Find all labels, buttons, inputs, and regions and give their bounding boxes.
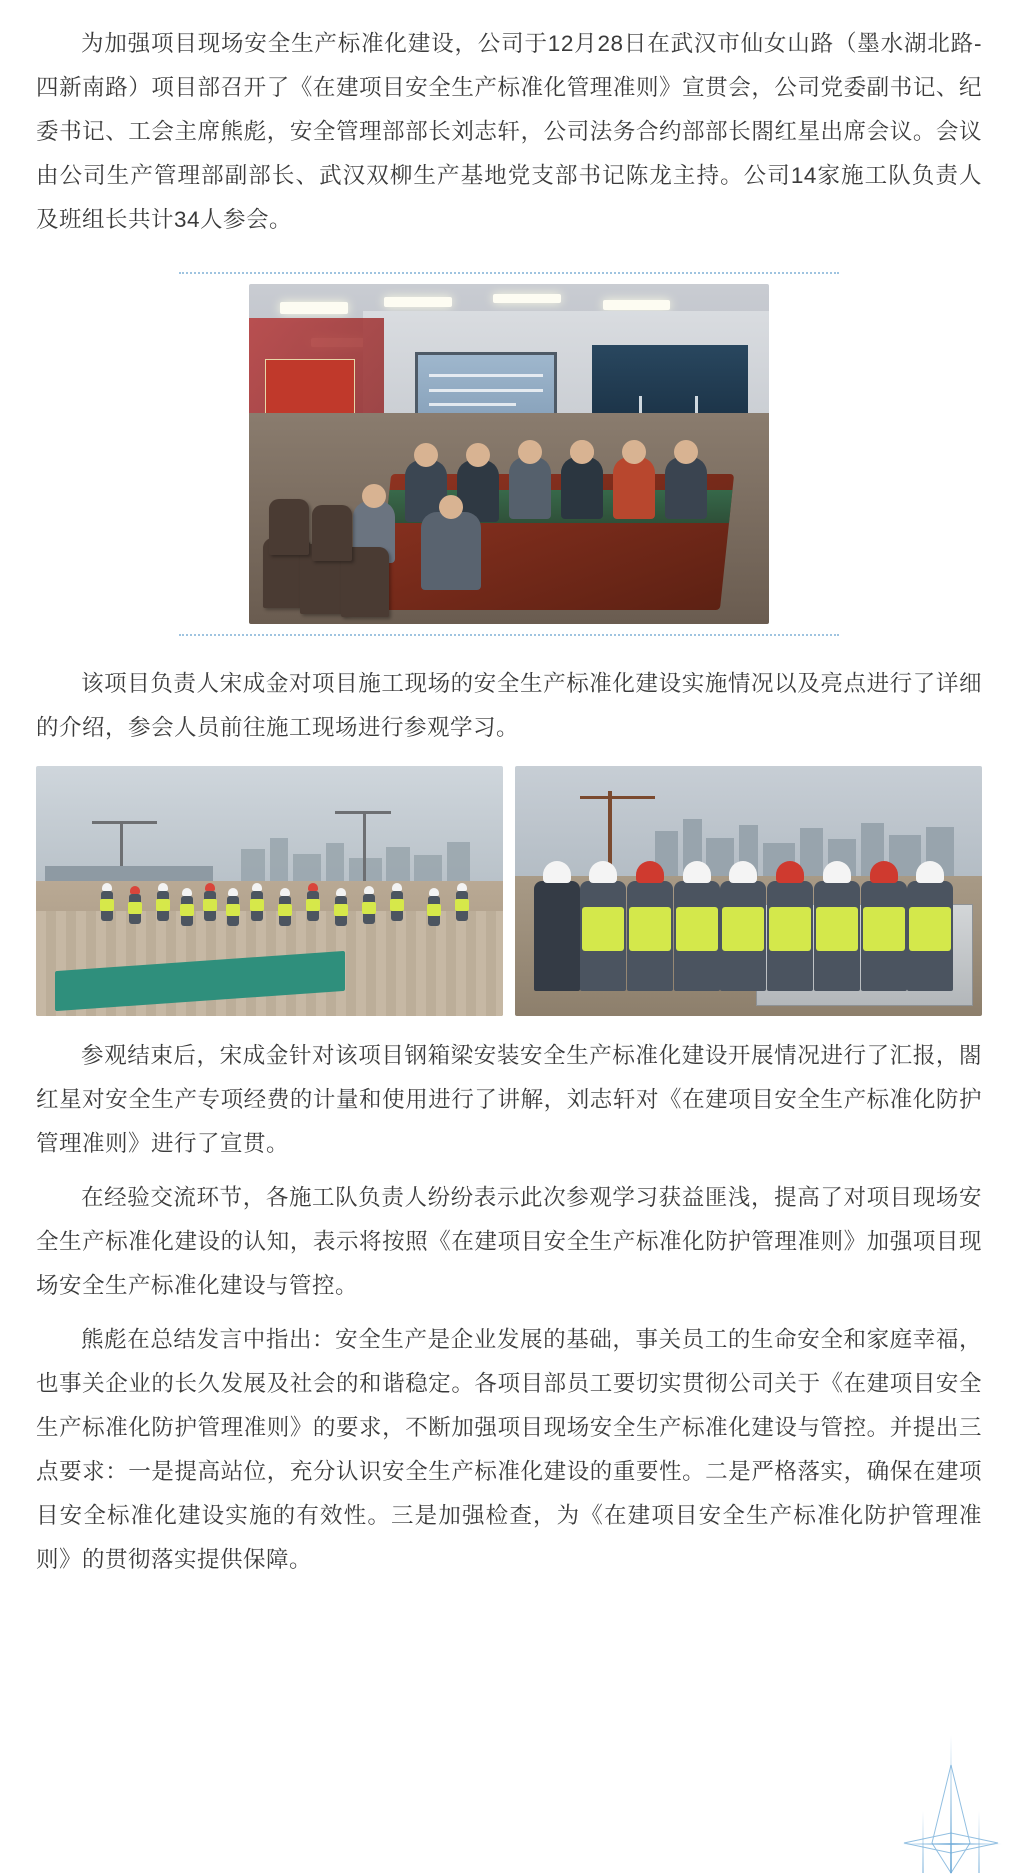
site-photo-right	[515, 766, 982, 1016]
attendee	[665, 457, 707, 519]
attendee	[561, 457, 603, 519]
meeting-scene	[249, 284, 769, 624]
paragraph-block-2	[36, 662, 982, 750]
site-photo-left	[36, 766, 503, 1016]
article-paragraph: 在经验交流环节，各施工队负责人纷纷表示此次参观学习获益匪浅，提高了对项目现场安全生产标准化建设的认知，表示将按照《在建项目安全生产标准化防护管理准则》加强项目现场安全生产标准化建设与管控。	[36, 1185, 982, 1298]
article-paragraph: 熊彪在总结发言中指出：安全生产是企业发展的基础，事关员工的生命安全和家庭幸福，也事关企业的长久发展及社会的和谐稳定。各项目部员工要切实贯彻公司关于《在建项目安全生产标准化防护管理准则》的要求，不断加强项目现场安全生产标准化建设与管控。并提出三点要求：一是提高站位，充分认识安全生产标准化建设的重要性。二是严格落实，确保在建项目安全标准化建设实施的有效性。三是加强检查，为《在建项目安全生产标准化防护管理准则》的贯彻落实提供保障。	[36, 1327, 982, 1572]
featured-image-wrap	[36, 268, 982, 640]
meeting-photo	[249, 284, 769, 624]
paragraph-block-1	[36, 22, 982, 242]
paragraph-block-3	[36, 1034, 982, 1166]
article-paragraph: 参观结束后，宋成金针对该项目钢箱梁安装安全生产标准化建设开展情况进行了汇报，閤红星对安全生产专项经费的计量和使用进行了讲解，刘志轩对《在建项目安全生产标准化防护管理准则》进行了宣贯。	[36, 1043, 982, 1156]
paragraph-block-4	[36, 1176, 982, 1308]
attendee	[421, 512, 481, 590]
sparkle-icon	[892, 1725, 1012, 1875]
construction-site-scene	[36, 766, 503, 1016]
article-paragraph: 该项目负责人宋成金对项目施工现场的安全生产标准化建设实施情况以及亮点进行了详细的介绍，参会人员前往施工现场进行参观学习。	[36, 671, 982, 740]
attendee	[613, 457, 655, 519]
inspection-scene	[515, 766, 982, 1016]
attendee	[509, 457, 551, 519]
site-photo-row	[36, 766, 982, 1016]
chairs	[259, 461, 415, 617]
sparkle-decoration	[892, 1725, 1012, 1875]
article-paragraph: 为加强项目现场安全生产标准化建设，公司于12月28日在武汉市仙女山路（墨水湖北路-四新南路）项目部召开了《在建项目安全生产标准化管理准则》宣贯会，公司党委副书记、纪委书记、工会主席熊彪，安全管理部部长刘志轩，公司法务合约部部长閤红星出席会议。会议由公司生产管理部副部长、武汉双柳生产基地党支部书记陈龙主持。公司14家施工队负责人及班组长共计34人参会。	[36, 31, 982, 232]
dotted-frame	[179, 268, 839, 640]
wall-banner	[265, 359, 355, 419]
paragraph-block-5	[36, 1318, 982, 1582]
